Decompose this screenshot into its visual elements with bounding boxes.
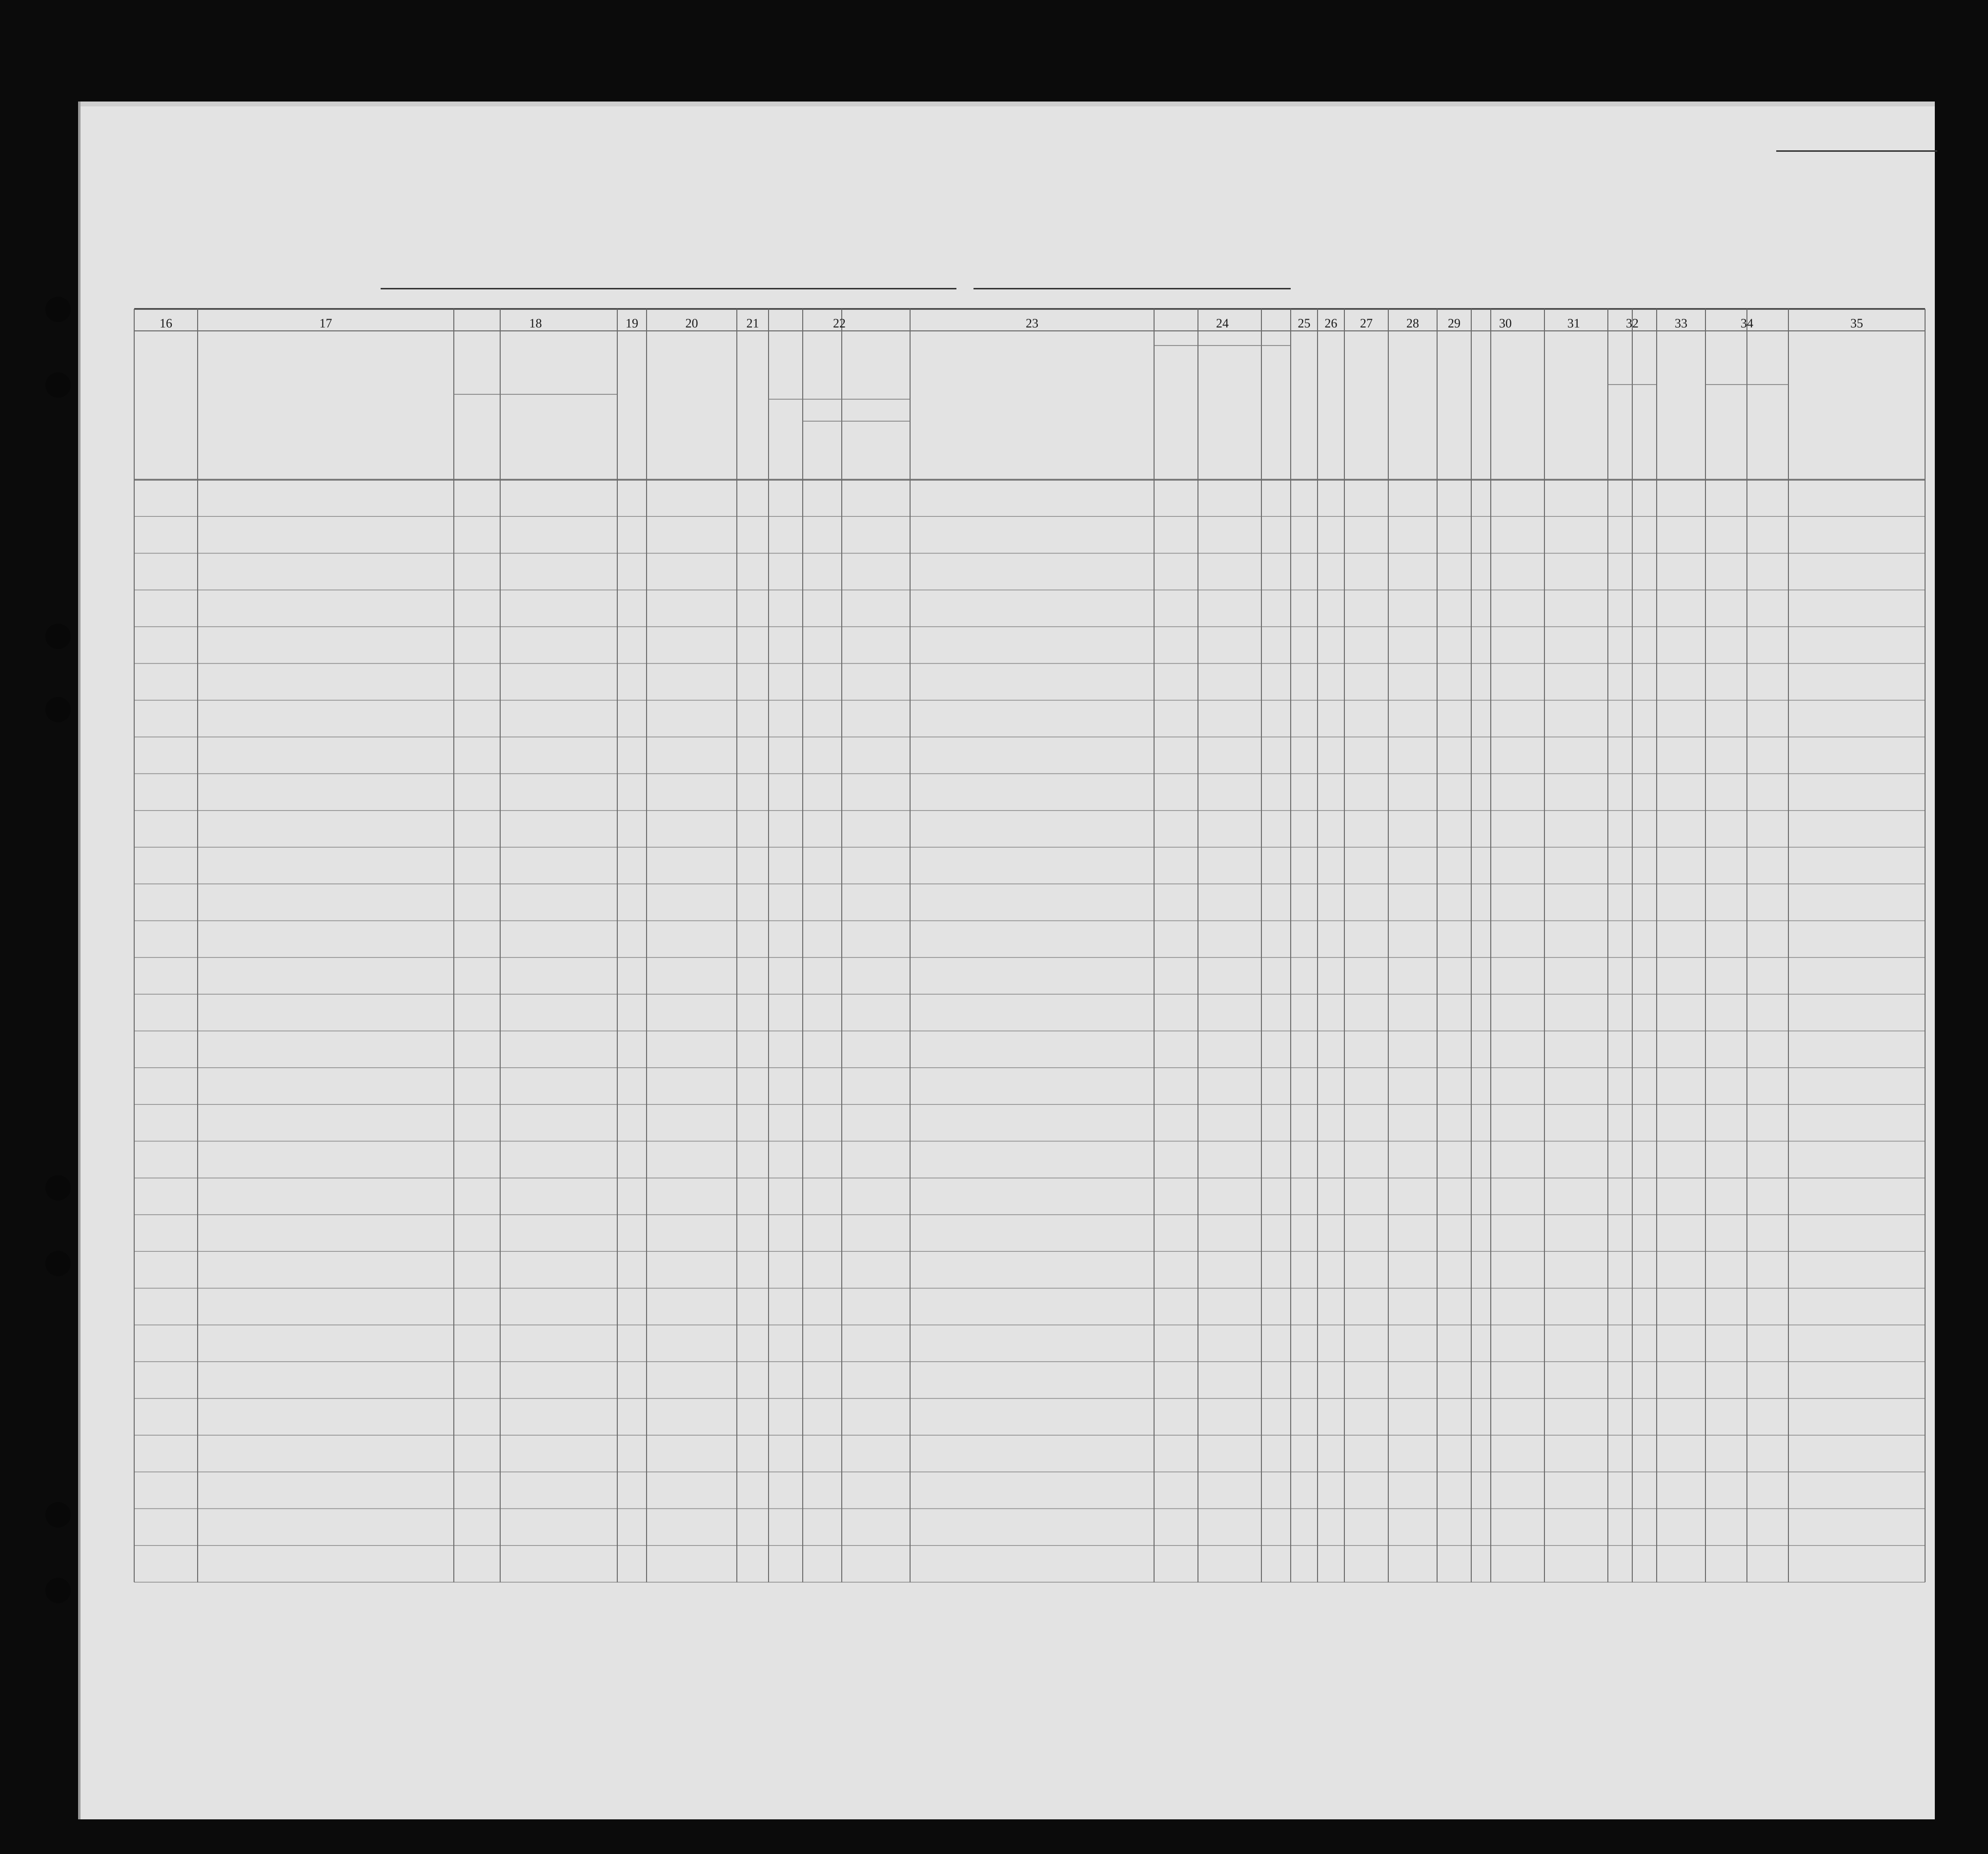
column-number: 27 — [1360, 316, 1373, 330]
punch-hole — [45, 624, 71, 649]
column-number: 19 — [626, 316, 638, 330]
punch-hole — [45, 1251, 71, 1276]
punch-hole — [45, 372, 71, 398]
punch-hole — [45, 1578, 71, 1603]
punch-hole — [45, 697, 71, 722]
column-number: 16 — [160, 316, 172, 330]
column-number: 31 — [1567, 316, 1580, 330]
column-number: 32 — [1626, 316, 1639, 330]
punch-hole — [45, 1502, 71, 1528]
column-number: 28 — [1406, 316, 1419, 330]
column-number: 22 — [833, 316, 846, 330]
column-number: 34 — [1741, 316, 1753, 330]
column-number: 25 — [1298, 316, 1311, 330]
table-grid — [81, 102, 1935, 1819]
column-number: 18 — [529, 316, 542, 330]
column-number: 29 — [1448, 316, 1461, 330]
column-number: 24 — [1216, 316, 1229, 330]
column-number: 23 — [1026, 316, 1038, 330]
column-number: 33 — [1675, 316, 1687, 330]
column-number: 17 — [319, 316, 332, 330]
punch-hole — [45, 1175, 71, 1201]
column-number: 21 — [746, 316, 759, 330]
column-number: 20 — [685, 316, 698, 330]
column-number: 26 — [1324, 316, 1338, 330]
column-number: 35 — [1850, 316, 1863, 330]
punch-hole — [45, 297, 71, 322]
column-number: 30 — [1499, 316, 1512, 330]
manifest-sheet — [78, 102, 1935, 1819]
